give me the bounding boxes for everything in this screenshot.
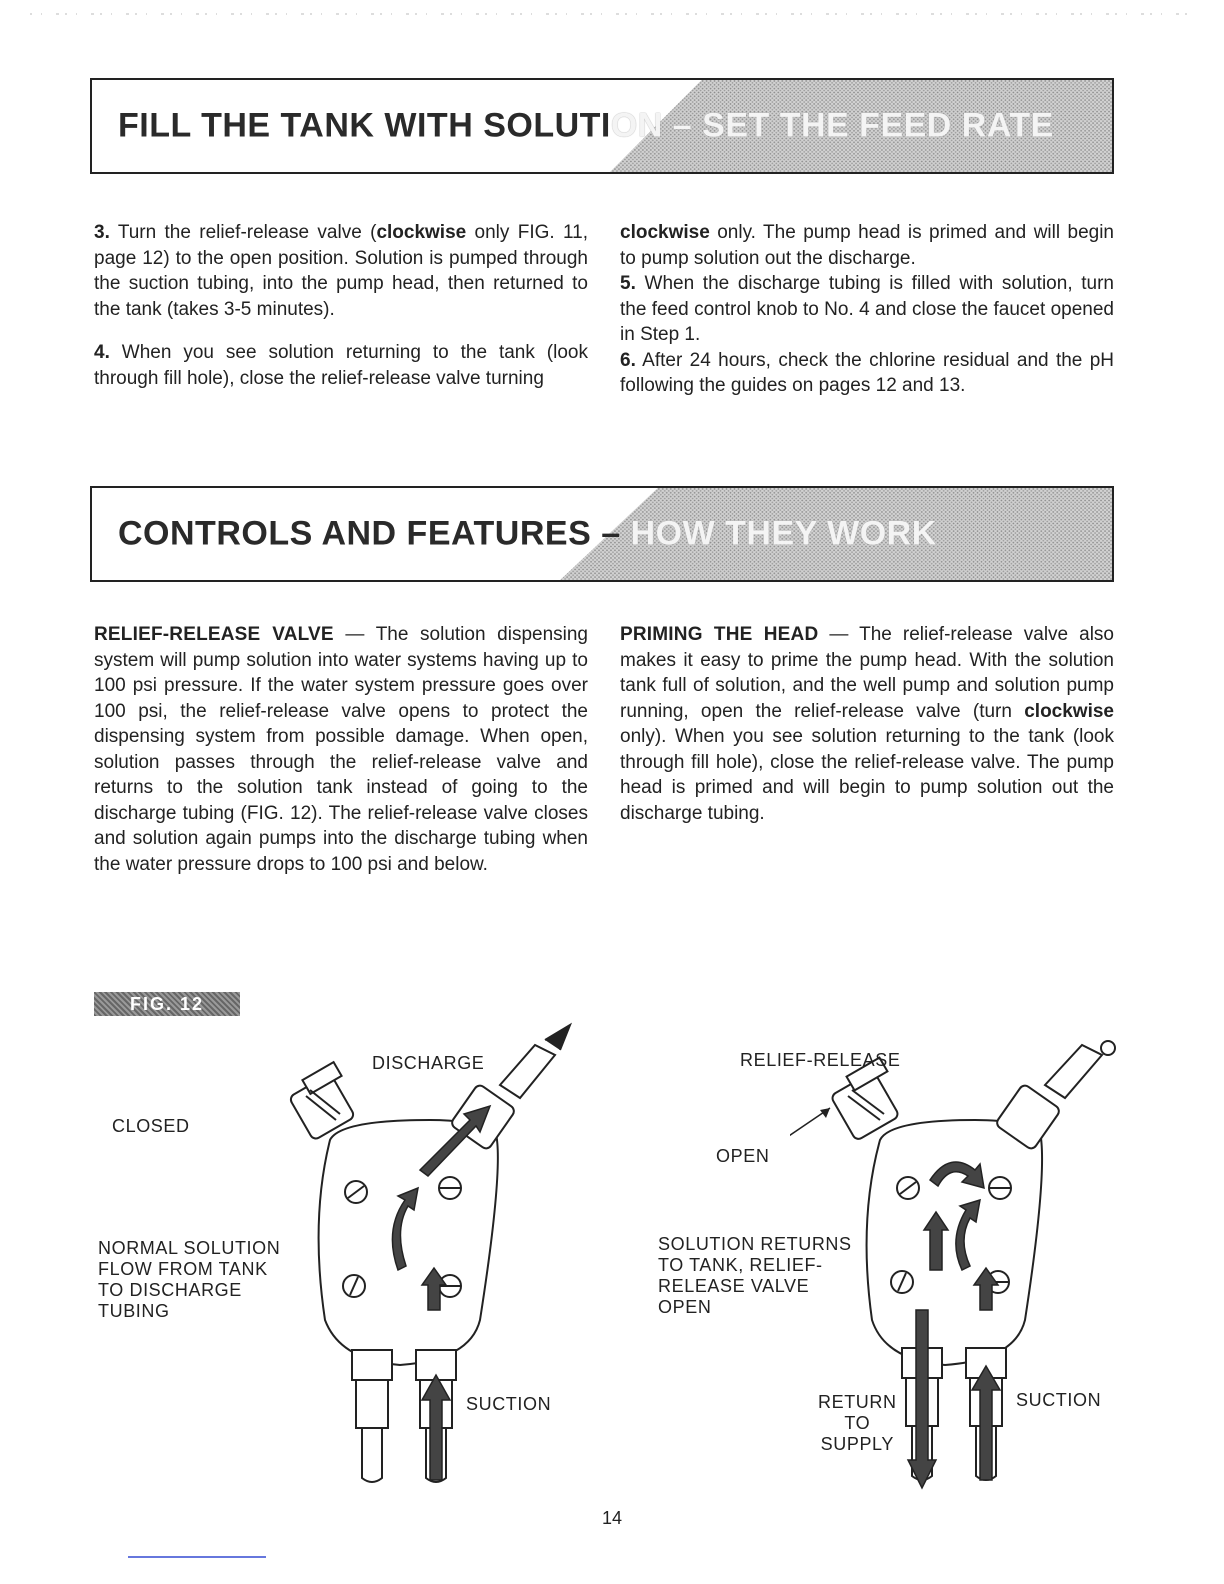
section-header-fill-tank	[90, 78, 1114, 174]
label-closed: CLOSED	[112, 1116, 190, 1136]
figure-tag: FIG. 12	[94, 992, 240, 1016]
step-4-continued: clockwise only. The pump head is primed and will begin to pump solution out the discharge.	[620, 222, 1114, 269]
priming-head-paragraph: PRIMING THE HEAD — The relief-release valve also makes it easy to prime the pump head. With the solution tank full of solution, and the well pump and solution pump running, open the relief-release valve (turn clockwise only). When you see solution returning to the tank (look through fill hole), close the relief-release valve. The pump head is primed and will begin to pump solution out the discharge tubing.	[620, 624, 1114, 824]
label-solution-returns: SOLUTION RETURNS TO TANK, RELIEF- RELEASE VALVE OPEN	[658, 1234, 852, 1317]
step-6: 6. After 24 hours, check the chlorine residual and the pH following the guides on pages 12 and 13.	[620, 349, 1114, 396]
scan-artifact-line	[0, 12, 1224, 16]
fill-tank-right-column	[620, 220, 1114, 399]
label-relief-release: RELIEF-RELEASE	[740, 1050, 901, 1070]
fitting-left	[352, 1350, 392, 1380]
label-return-to-supply: RETURN TO SUPPLY	[818, 1392, 897, 1454]
relief-release-paragraph: RELIEF-RELEASE VALVE — The solution dispensing system will pump solution into water systems having up to 100 psi pressure. If the water system pressure goes over 100 psi, the relief-release valve opens to protect the dispensing system from possible damage. When open, solution passes through the relief-release valve and returns to the solution tank instead of going to the discharge tubing (FIG. 12). The relief-release valve closes and solution again pumps into the discharge tubing when the water pressure drops to 100 psi and below.	[94, 624, 588, 875]
fill-tank-left-column	[94, 220, 588, 391]
pump-diagram-closed	[280, 1020, 600, 1490]
step-5: 5. When the discharge tubing is filled with solution, turn the feed control knob to No. 4 and close the faucet opened in Step 1.	[620, 273, 1114, 345]
pump-body	[867, 1120, 1043, 1365]
footer-rule	[128, 1556, 266, 1558]
discharge-fitting	[995, 1041, 1115, 1151]
label-suction: SUCTION	[466, 1394, 552, 1414]
section-title: CONTROLS AND FEATURES – HOW THEY WORK	[118, 514, 937, 553]
step-3: 3. Turn the relief-release valve (clockwise only FIG. 11, page 12) to the open position. Solution is pumped through the suction tubing, into the pump head, then returned to the tank (takes 3-5 minutes).	[94, 222, 588, 320]
step-4: 4. When you see solution returning to the tank (look through fill hole), close the relief-release valve turning	[94, 342, 588, 389]
page-number: 14	[601, 1508, 623, 1528]
label-open: OPEN	[716, 1146, 770, 1166]
label-discharge: DISCHARGE	[372, 1053, 485, 1073]
label-suction: SUCTION	[1016, 1390, 1102, 1410]
section-header-controls	[90, 486, 1114, 582]
pump-body	[319, 1120, 498, 1365]
label-normal-flow: NORMAL SOLUTION FLOW FROM TANK TO DISCHARGE TUBING	[98, 1238, 281, 1321]
section-title: FILL THE TANK WITH SOLUTION – SET THE FEED RATE	[118, 106, 1054, 145]
